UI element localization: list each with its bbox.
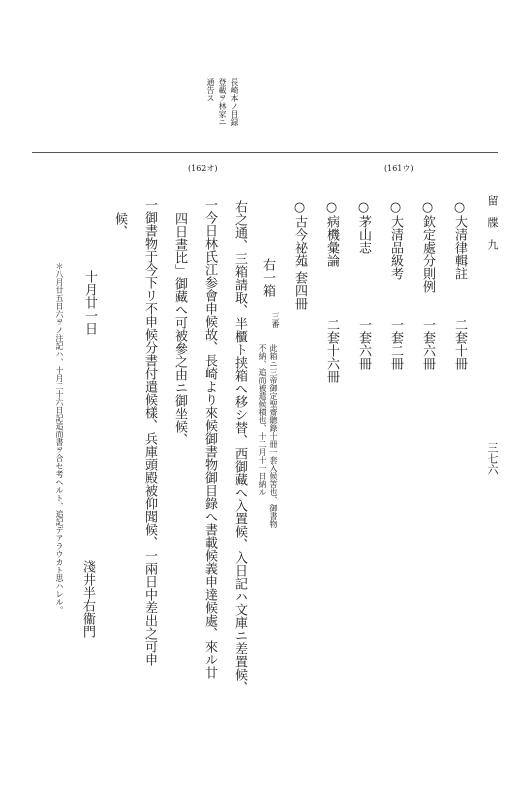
body-para-5: 候、 [112, 212, 127, 238]
body-para-1: 右之通、三箱請取、半櫃ト挟箱へ移シ替、西御藏へ入置候、入日記ハ文庫ニ差置候、 [232, 200, 247, 694]
box-note-line1: 此箱ニ三帝御定聖齋聽錄十冊一套入候筈也、御書物 [269, 344, 278, 528]
margin-note-line3: 通告ス [206, 78, 215, 102]
book-title-2: ○欽定處分則例 [420, 200, 435, 293]
book-count-4: 一套六冊 [356, 318, 371, 370]
book-count-2: 一套六冊 [420, 318, 435, 370]
book-title-6: ○古今祕苑 [292, 200, 307, 267]
date: 十月廿一日 [82, 270, 97, 335]
book-count-1: 二套十冊 [452, 318, 467, 370]
book-count-3: 一套二冊 [388, 318, 403, 370]
signature: 淺井半右衞門 [80, 560, 95, 638]
header-rule [32, 152, 498, 153]
body-para-3: 四日晝比」御藏へ可被參之由ニ御坐候、 [172, 212, 187, 446]
book-count-6: 一套四冊 [292, 258, 307, 310]
running-head: 留 牒 九 [486, 195, 499, 250]
margin-note-line2: 登載ヲ林家ニ [218, 78, 227, 126]
body-para-4: 一御書物于今下リ不申候分書付遣候樣、兵庫頭殿被仰聞候、一兩日中差出之可申 [142, 198, 157, 666]
box-note-line2: 不納、追而被遣候積也、十二月十一日納ル [258, 344, 267, 496]
page-number: 三七六 [486, 442, 499, 475]
box-label: 右一箱 [260, 258, 275, 297]
box-number: 三番 [271, 312, 280, 328]
book-title-4: ○茅山志 [356, 200, 371, 254]
margin-note-line1: 長崎本ノ目録 [230, 78, 239, 126]
folio-left: (162オ) [188, 164, 218, 173]
body-para-2: 一今日林氏江参會申候故、長崎より來候御書物御目錄へ書載候義申達候處、來ル廿 [202, 198, 217, 679]
book-title-5: ○病機彙論 [324, 200, 339, 267]
folio-right: (161ウ) [384, 164, 414, 173]
book-title-3: ○大清品級考 [388, 200, 403, 280]
book-title-1: ○大清律輯註 [452, 200, 467, 280]
footnote: ＊八月廿五日六ヲノ注記ハ、十月二十六日記追而書ヲ合セ考ヘルト、追記デアラウカト思ハレル。 [55, 262, 64, 614]
book-count-5: 二套十六冊 [324, 318, 339, 383]
